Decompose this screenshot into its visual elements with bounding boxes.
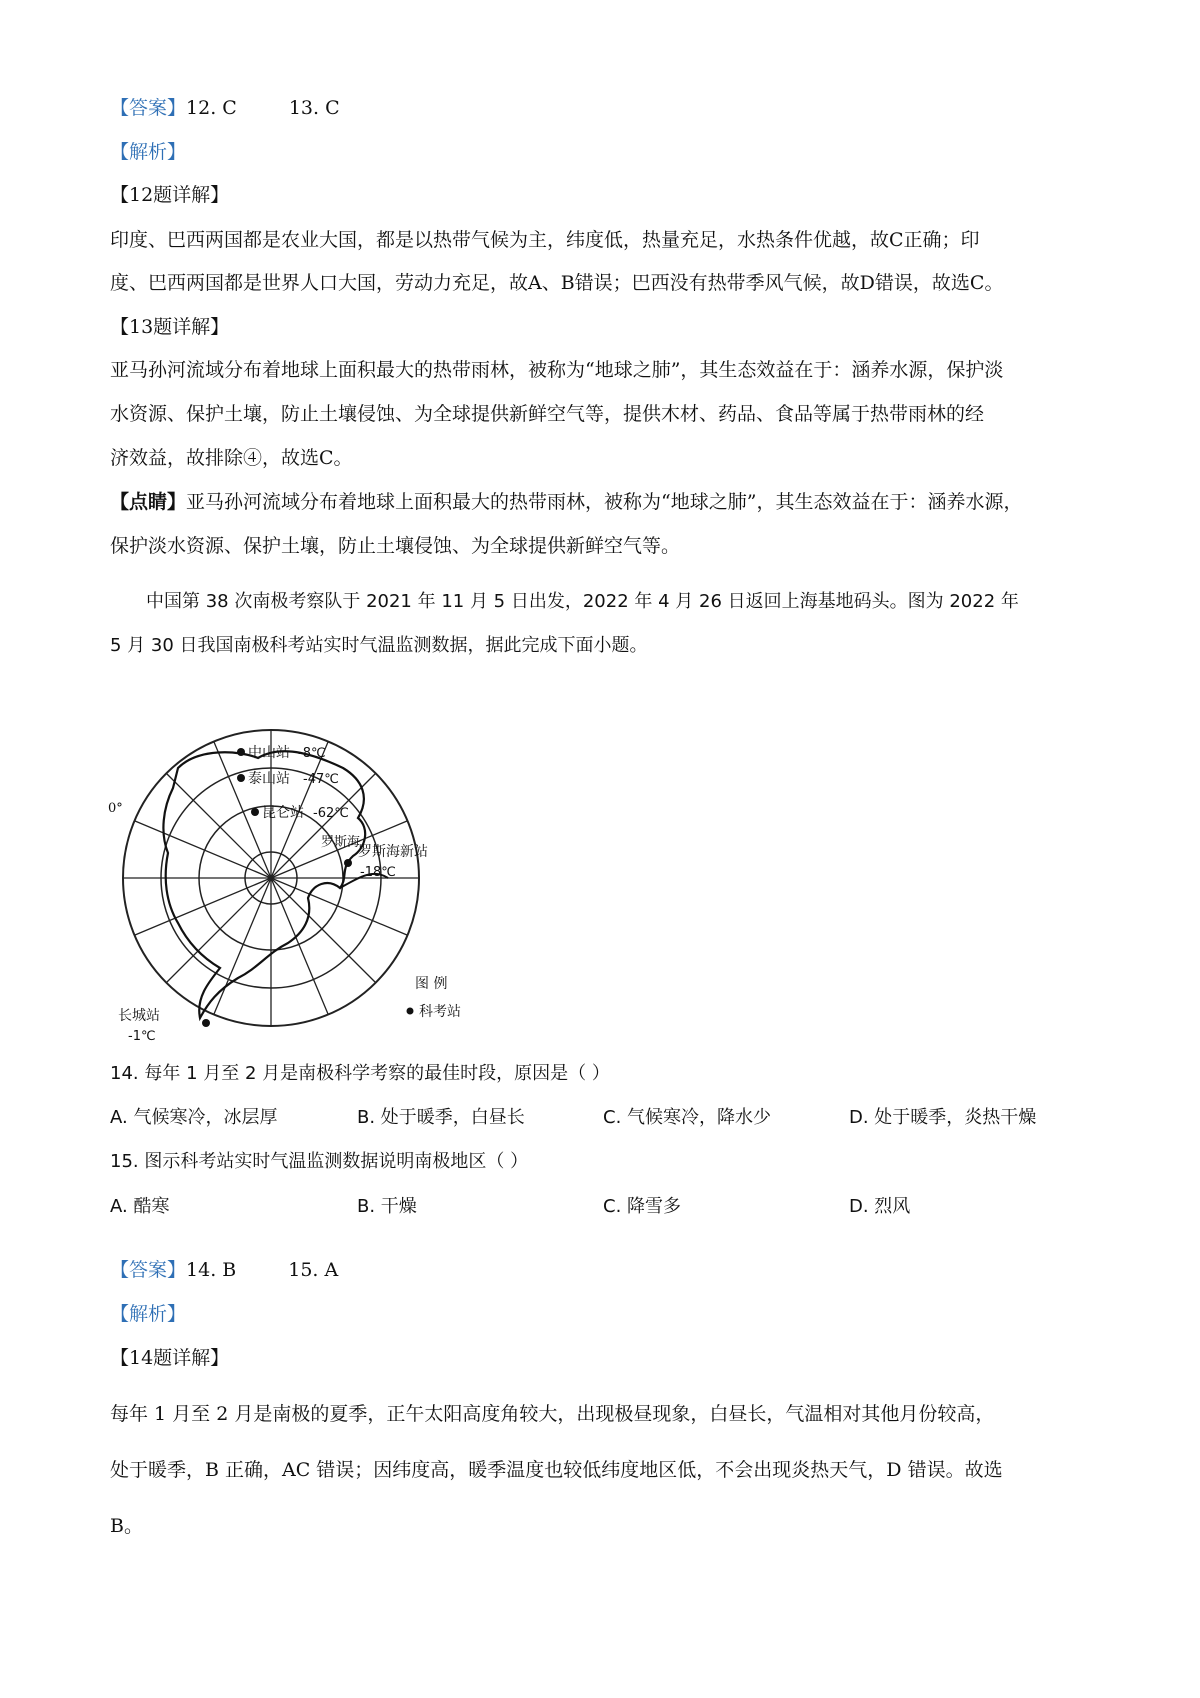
legend-dot	[407, 1008, 414, 1015]
intro-line-1: 中国第 38 次南极考察队于 2021 年 11 月 5 日出发，2022 年 4 月 26 日返回上海基地码头。图为 2022 年	[146, 591, 1019, 612]
station-dot	[344, 859, 352, 867]
station-temperature: -62℃	[313, 806, 349, 821]
station-name: 中山站	[248, 745, 290, 761]
answer-15: 15. A	[288, 1259, 339, 1281]
q14-option-c: C. 气候寒冷，降水少	[603, 1107, 772, 1128]
station-dot	[251, 808, 259, 816]
station-kunlun	[251, 804, 349, 821]
q14-option-b: B. 处于暖季，白昼长	[357, 1107, 525, 1128]
q15-option-d: D. 烈风	[849, 1196, 911, 1217]
q13-line-1: 亚马孙河流域分布着地球上面积最大的热带雨林，被称为“地球之肺”，其生态效益在于：涵养水源，保护淡	[110, 359, 1004, 381]
ross-sea-label: 罗斯海	[321, 835, 361, 850]
q15-option-a: A. 酷寒	[110, 1196, 170, 1217]
q14-option-d: D. 处于暖季，炎热干燥	[849, 1107, 1037, 1128]
q15-option-b: B. 干燥	[357, 1196, 417, 1217]
antarctica-station-map	[108, 728, 518, 1046]
q13-line-2: 水资源、保护土壤，防止土壤侵蚀、为全球提供新鲜空气等，提供木材、药品、食品等属于热带雨林的经	[110, 403, 985, 425]
q14-option-a: A. 气候寒冷，冰层厚	[110, 1107, 278, 1128]
q14-detail-line-1: 每年 1 月至 2 月是南极的夏季，正午太阳高度角较大，出现极昼现象，白昼长，气温相对其他月份较高，	[110, 1403, 995, 1425]
station-temperature: -18℃	[360, 865, 396, 880]
station-name: 罗斯海新站	[358, 844, 428, 860]
q13-line-3: 济效益，故排除④，故选C。	[110, 447, 353, 469]
answer-tag-2: 【答案】	[110, 1259, 187, 1281]
station-dot	[202, 1019, 210, 1027]
station-temperature: -8℃	[298, 746, 326, 761]
station-name: 长城站	[118, 1008, 160, 1024]
dianjing-line-2: 保护淡水资源、保护土壤，防止土壤侵蚀、为全球提供新鲜空气等。	[110, 535, 681, 557]
answer-12: 12. C	[186, 97, 237, 119]
answer-line-1	[110, 96, 340, 120]
q15-stem: 15. 图示科考站实时气温监测数据说明南极地区（ ）	[110, 1151, 529, 1172]
answer-line-2	[110, 1258, 338, 1282]
analysis-tag-2: 【解析】	[110, 1303, 187, 1325]
q14-stem: 14. 每年 1 月至 2 月是南极科学考察的最佳时段，原因是（ ）	[110, 1063, 610, 1084]
q15-option-c: C. 降雪多	[603, 1196, 682, 1217]
station-dot	[237, 774, 245, 782]
station-dot	[237, 748, 245, 756]
q14-detail-heading: 【14题详解】	[110, 1347, 230, 1369]
station-taishan	[237, 770, 339, 787]
station-name: 昆仑站	[262, 805, 304, 821]
q13-heading: 【13题详解】	[110, 316, 230, 338]
q12-line-1: 印度、巴西两国都是农业大国，都是以热带气候为主，纬度低，热量充足，水热条件优越，故C正确；印	[110, 229, 980, 251]
q12-line-2: 度、巴西两国都是世界人口大国，劳动力充足，故A、B错误；巴西没有热带季风气候，故D错误，故选C。	[110, 272, 1004, 294]
station-temperature: -1℃	[128, 1029, 156, 1044]
answer-14: 14. B	[186, 1259, 237, 1281]
station-great-wall	[118, 1007, 210, 1044]
zero-meridian-label: 0°	[108, 801, 123, 816]
dianjing-text-1: 亚马孙河流域分布着地球上面积最大的热带雨林，被称为“地球之肺”，其生态效益在于：涵养水源，	[186, 491, 1023, 513]
legend-item-label: 科考站	[419, 1004, 461, 1020]
station-zhongshan	[237, 744, 326, 761]
q14-detail-line-2: 处于暖季，B 正确，AC 错误；因纬度高，暖季温度也较低纬度地区低，不会出现炎热天气，D 错误。故选	[110, 1459, 1003, 1481]
station-name: 泰山站	[248, 771, 290, 787]
legend-title: 图 例	[415, 976, 448, 992]
q12-heading: 【12题详解】	[110, 184, 230, 206]
dianjing-line-1	[110, 490, 1022, 514]
answer-13: 13. C	[288, 97, 340, 119]
station-temperature: -47℃	[303, 772, 339, 787]
answer-tag: 【答案】	[110, 97, 187, 119]
analysis-tag-1: 【解析】	[110, 141, 187, 163]
q14-detail-line-3: B。	[110, 1515, 143, 1537]
intro-line-2: 5 月 30 日我国南极科考站实时气温监测数据，据此完成下面小题。	[110, 635, 648, 656]
dianjing-tag: 【点睛】	[110, 491, 187, 513]
